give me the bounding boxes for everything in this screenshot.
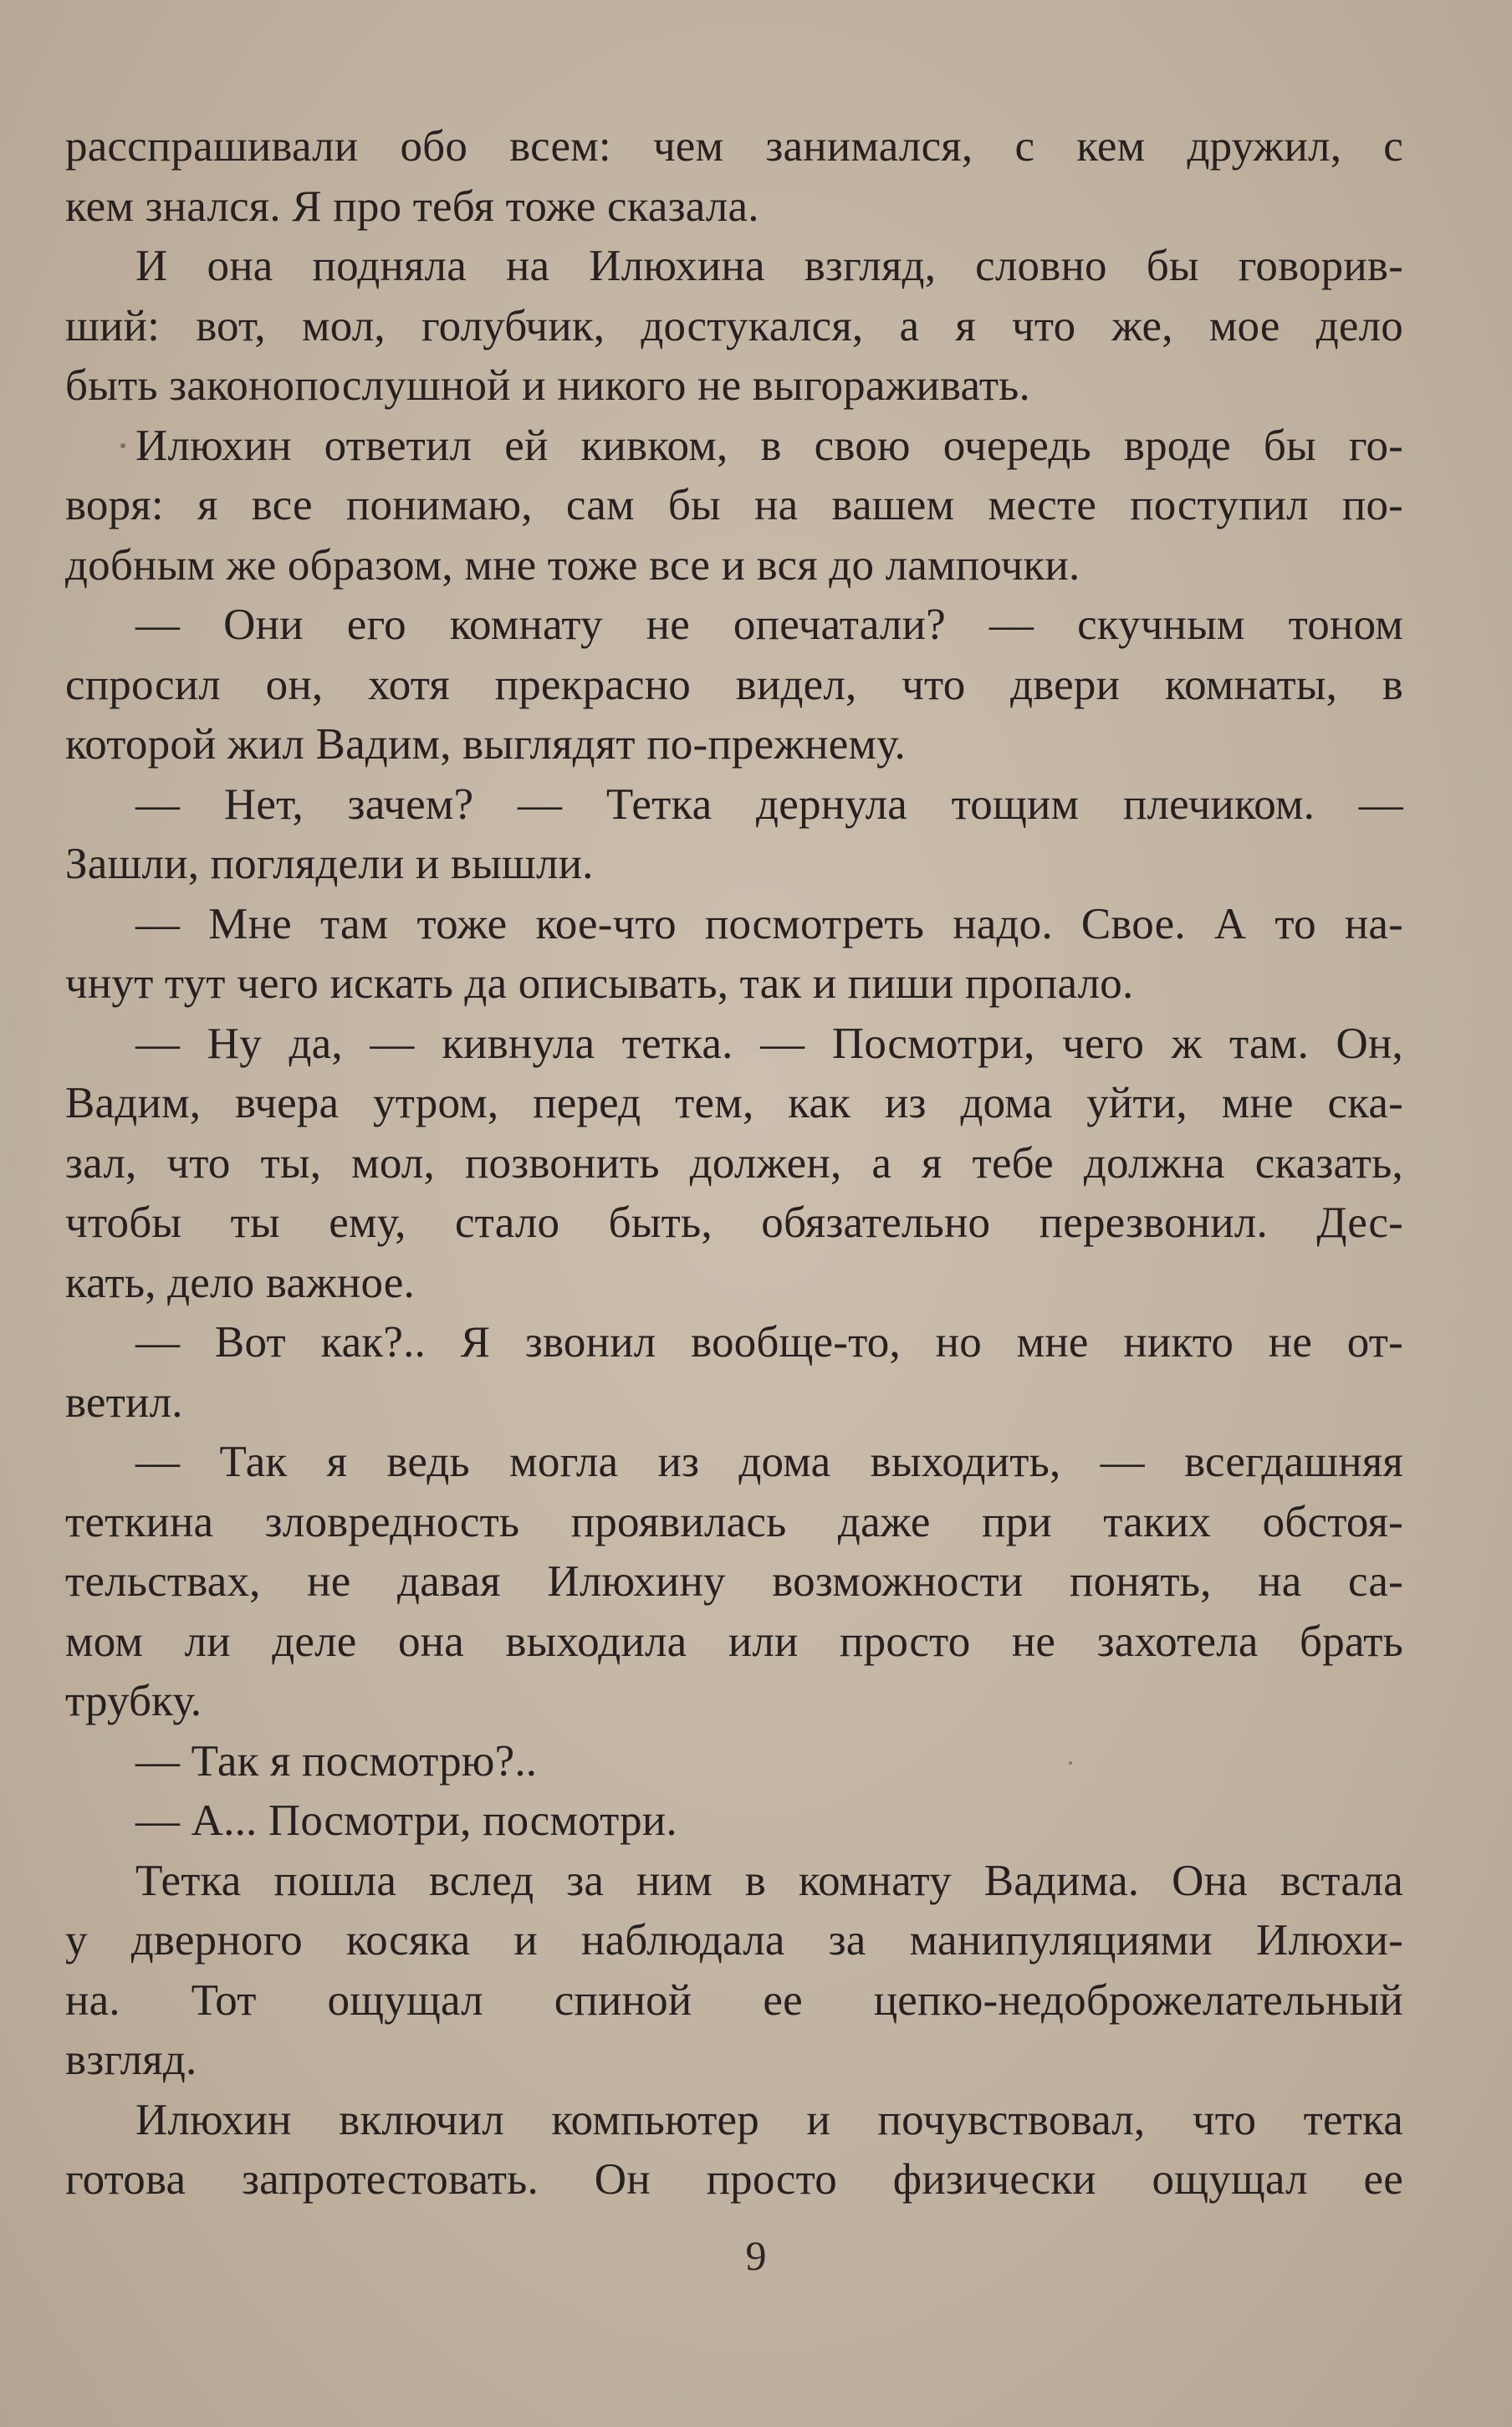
text-line: — Мне там тоже кое-что посмотреть надо. Свое. А то на- bbox=[135, 899, 1403, 948]
text-line: Тетка пошла вслед за ним в комнату Вадима. Она встала bbox=[135, 1856, 1403, 1905]
text-line: теткина зловредность проявилась даже при таких обстоя- bbox=[65, 1497, 1403, 1546]
text-line: кем знался. Я про тебя тоже сказала. bbox=[65, 181, 759, 231]
text-line: добным же образом, мне тоже все и вся до лампочки. bbox=[65, 540, 1080, 590]
text-line: ший: вот, мол, голубчик, достукался, а я что же, мое дело bbox=[65, 301, 1403, 350]
text-line: спросил он, хотя прекрасно видел, что двери комнаты, в bbox=[65, 660, 1403, 709]
print-speck bbox=[120, 443, 125, 448]
text-line: кать, дело важное. bbox=[65, 1258, 415, 1307]
text-line: ветил. bbox=[65, 1377, 183, 1427]
text-line: чтобы ты ему, стало быть, обязательно перезвонил. Дес- bbox=[65, 1198, 1403, 1247]
text-line: готова запротестовать. Он просто физически ощущал ее bbox=[65, 2155, 1403, 2204]
text-line: чнут тут чего искать да описывать, так и пиши пропало. bbox=[65, 959, 1134, 1008]
text-line: у дверного косяка и наблюдала за манипуляциями Илюхи- bbox=[65, 1916, 1403, 1965]
text-line: быть законопослушной и никого не выгораживать. bbox=[65, 361, 1031, 410]
text-line: Илюхин включил компьютер и почувствовал, что тетка bbox=[135, 2095, 1403, 2144]
text-line: Вадим, вчера утром, перед тем, как из дома уйти, мне ска- bbox=[65, 1079, 1403, 1127]
body-text bbox=[65, 117, 1403, 2210]
text-line: мом ли деле она выходила или просто не захотела брать bbox=[65, 1617, 1403, 1666]
text-line: расспрашивали обо всем: чем занимался, с кем дружил, с bbox=[65, 122, 1403, 171]
text-line: зал, что ты, мол, позвонить должен, а я тебе должна сказать, bbox=[65, 1138, 1403, 1188]
text-line: И она подняла на Илюхина взгляд, словно бы говорив- bbox=[135, 242, 1403, 290]
text-line: Илюхин ответил ей кивком, в свою очередь вроде бы го- bbox=[135, 421, 1403, 470]
text-line: — Так я ведь могла из дома выходить, — всегдашняя bbox=[135, 1438, 1403, 1486]
text-line: воря: я все понимаю, сам бы на вашем месте поступил по- bbox=[65, 481, 1403, 529]
text-line: взгляд. bbox=[65, 2036, 197, 2084]
text-line: — Вот как?.. Я звонил вообще-то, но мне никто не от- bbox=[135, 1318, 1403, 1367]
text-line: — Нет, зачем? — Тетка дернула тощим плечиком. — bbox=[135, 779, 1403, 829]
print-speck bbox=[1069, 1761, 1072, 1765]
text-line: — Они его комнату не опечатали? — скучным тоном bbox=[135, 600, 1403, 649]
text-line: — А... Посмотри, посмотри. bbox=[135, 1796, 677, 1845]
text-line: трубку. bbox=[65, 1677, 202, 1725]
text-line: — Ну да, — кивнула тетка. — Посмотри, чего ж там. Он, bbox=[135, 1019, 1403, 1068]
page-number: 9 bbox=[745, 2232, 767, 2279]
text-line: — Так я посмотрю?.. bbox=[135, 1736, 538, 1786]
text-line: на. Тот ощущал спиной ее цепко-недоброжелательный bbox=[65, 1975, 1403, 2025]
text-line: Зашли, поглядели и вышли. bbox=[65, 840, 594, 888]
text-line: тельствах, не давая Илюхину возможности понять, на са- bbox=[65, 1557, 1403, 1606]
text-line: которой жил Вадим, выглядят по-прежнему. bbox=[65, 720, 907, 769]
